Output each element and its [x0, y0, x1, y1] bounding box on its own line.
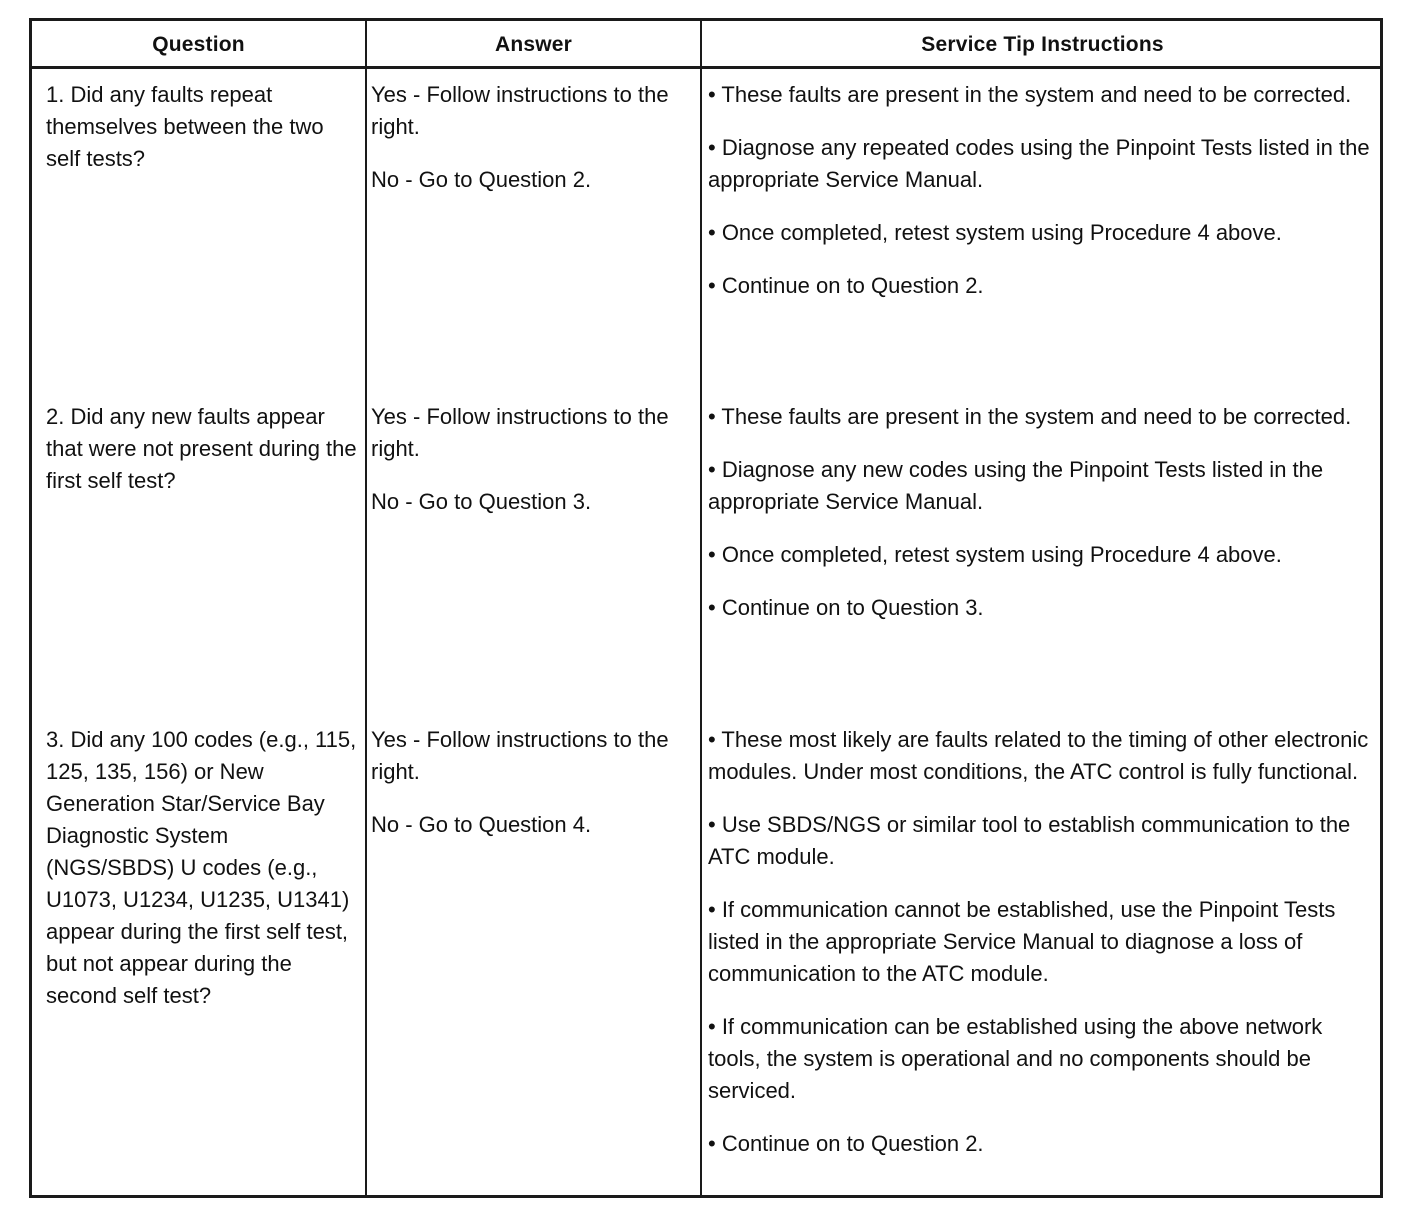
header-answer: Answer — [494, 33, 573, 56]
answer-yes: Yes - Follow instructions to the right. — [371, 82, 669, 139]
tip-item: • If communication can be established using the above network tools, the system is operational and no components should be serviced. — [708, 1014, 1323, 1103]
tips-cell — [708, 401, 1376, 624]
question-cell — [46, 79, 358, 175]
tip-item: • If communication cannot be established, use the Pinpoint Tests listed in the appropriate Service Manual to diagnose a loss of communication to the ATC module. — [708, 897, 1336, 986]
tip-item: • Continue on to Question 2. — [708, 1131, 984, 1156]
answer-no: No - Go to Question 3. — [371, 489, 592, 514]
tip-item: • Continue on to Question 3. — [708, 595, 984, 620]
question-text: 3. Did any 100 codes (e.g., 115, 125, 135, 156) or New Generation Star/Service Bay Diagnostic System (NGS/SBDS) U codes (e.g., U1073, U1234, U1235, U1341) appear during the first self test, but not appear during the second self test? — [46, 727, 357, 1008]
answer-cell — [371, 79, 691, 196]
tip-item: • Use SBDS/NGS or similar tool to establish communication to the ATC module. — [708, 812, 1351, 869]
answer-cell — [371, 724, 691, 841]
service-tip-table — [29, 18, 1383, 1198]
answer-no: No - Go to Question 2. — [371, 167, 592, 192]
tip-item: • Once completed, retest system using Procedure 4 above. — [708, 220, 1282, 245]
question-cell — [46, 724, 358, 1012]
answer-yes: Yes - Follow instructions to the right. — [371, 727, 669, 784]
tip-item: • Once completed, retest system using Procedure 4 above. — [708, 542, 1282, 567]
tip-item: • Diagnose any new codes using the Pinpoint Tests listed in the appropriate Service Manual. — [708, 457, 1324, 514]
answer-yes: Yes - Follow instructions to the right. — [371, 404, 669, 461]
column-divider — [700, 21, 702, 1195]
header-divider — [32, 66, 1380, 69]
header-question: Question — [152, 33, 245, 56]
tip-item: • Continue on to Question 2. — [708, 273, 984, 298]
tip-item: • These faults are present in the system and need to be corrected. — [708, 404, 1352, 429]
answer-no: No - Go to Question 4. — [371, 812, 592, 837]
question-text: 2. Did any new faults appear that were not present during the first self test? — [46, 404, 357, 493]
answer-cell — [371, 401, 691, 518]
tips-cell — [708, 79, 1376, 302]
tip-item: • These faults are present in the system and need to be corrected. — [708, 82, 1352, 107]
header-service-tip: Service Tip Instructions — [921, 33, 1164, 56]
tip-item: • Diagnose any repeated codes using the Pinpoint Tests listed in the appropriate Service Manual. — [708, 135, 1370, 192]
tips-cell — [708, 724, 1376, 1160]
question-cell — [46, 401, 358, 497]
question-text: 1. Did any faults repeat themselves between the two self tests? — [46, 82, 324, 171]
tip-item: • These most likely are faults related to the timing of other electronic modules. Under most conditions, the ATC control is fully functional. — [708, 727, 1369, 784]
column-divider — [365, 21, 367, 1195]
